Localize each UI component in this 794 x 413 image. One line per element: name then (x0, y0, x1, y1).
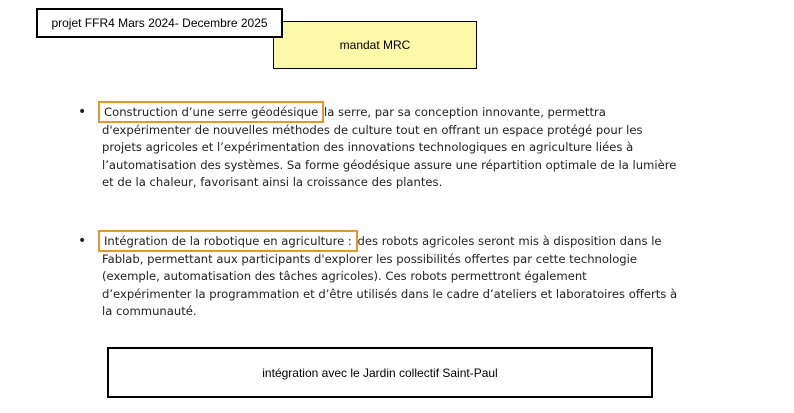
mandate-label: mandat MRC (339, 38, 411, 52)
highlighted-title: Construction d’une serre géodésique (104, 105, 319, 119)
garden-label: intégration avec le Jardin collectif Saint-Paul (262, 365, 498, 380)
bullet-paragraph (102, 233, 678, 321)
bullet-text: la serre, par sa conception innovante, permettra d'expérimenter de nouvelles méthodes de culture tout en offrant un espace protégé pour les projets agricoles et l’expérimentation des innovations technologiques en agriculture liées à l’automatisation des systèmes. Sa forme géodésique assure une répartition optimale de la lumière et de la chaleur, favorisant ainsi la croissance des plantes. (102, 105, 677, 189)
bullet-dot-icon: • (78, 233, 87, 249)
bullet-paragraph (102, 104, 678, 192)
project-label: projet FFR4 Mars 2024- Decembre 2025 (51, 16, 268, 30)
bullet-text: des robots agricoles seront mis à disposition dans le Fablab, permettant aux participants d'explorer les possibilités offertes par cette technologie (exemple, automatisation des tâches agricoles). Ces robots permettront également d’expérimenter la programmation et d’être utilisés dans le cadre d’ateliers et laboratoires offerts à la communauté. (102, 234, 678, 318)
garden-integration-box (107, 347, 653, 398)
bullet-item-robotique (78, 233, 678, 321)
bullet-dot-icon: • (78, 104, 87, 120)
bullet-item-serre (78, 104, 678, 192)
mandate-box (273, 21, 477, 69)
highlighted-title: Intégration de la robotique en agriculture : (104, 234, 352, 248)
project-box (36, 8, 283, 38)
